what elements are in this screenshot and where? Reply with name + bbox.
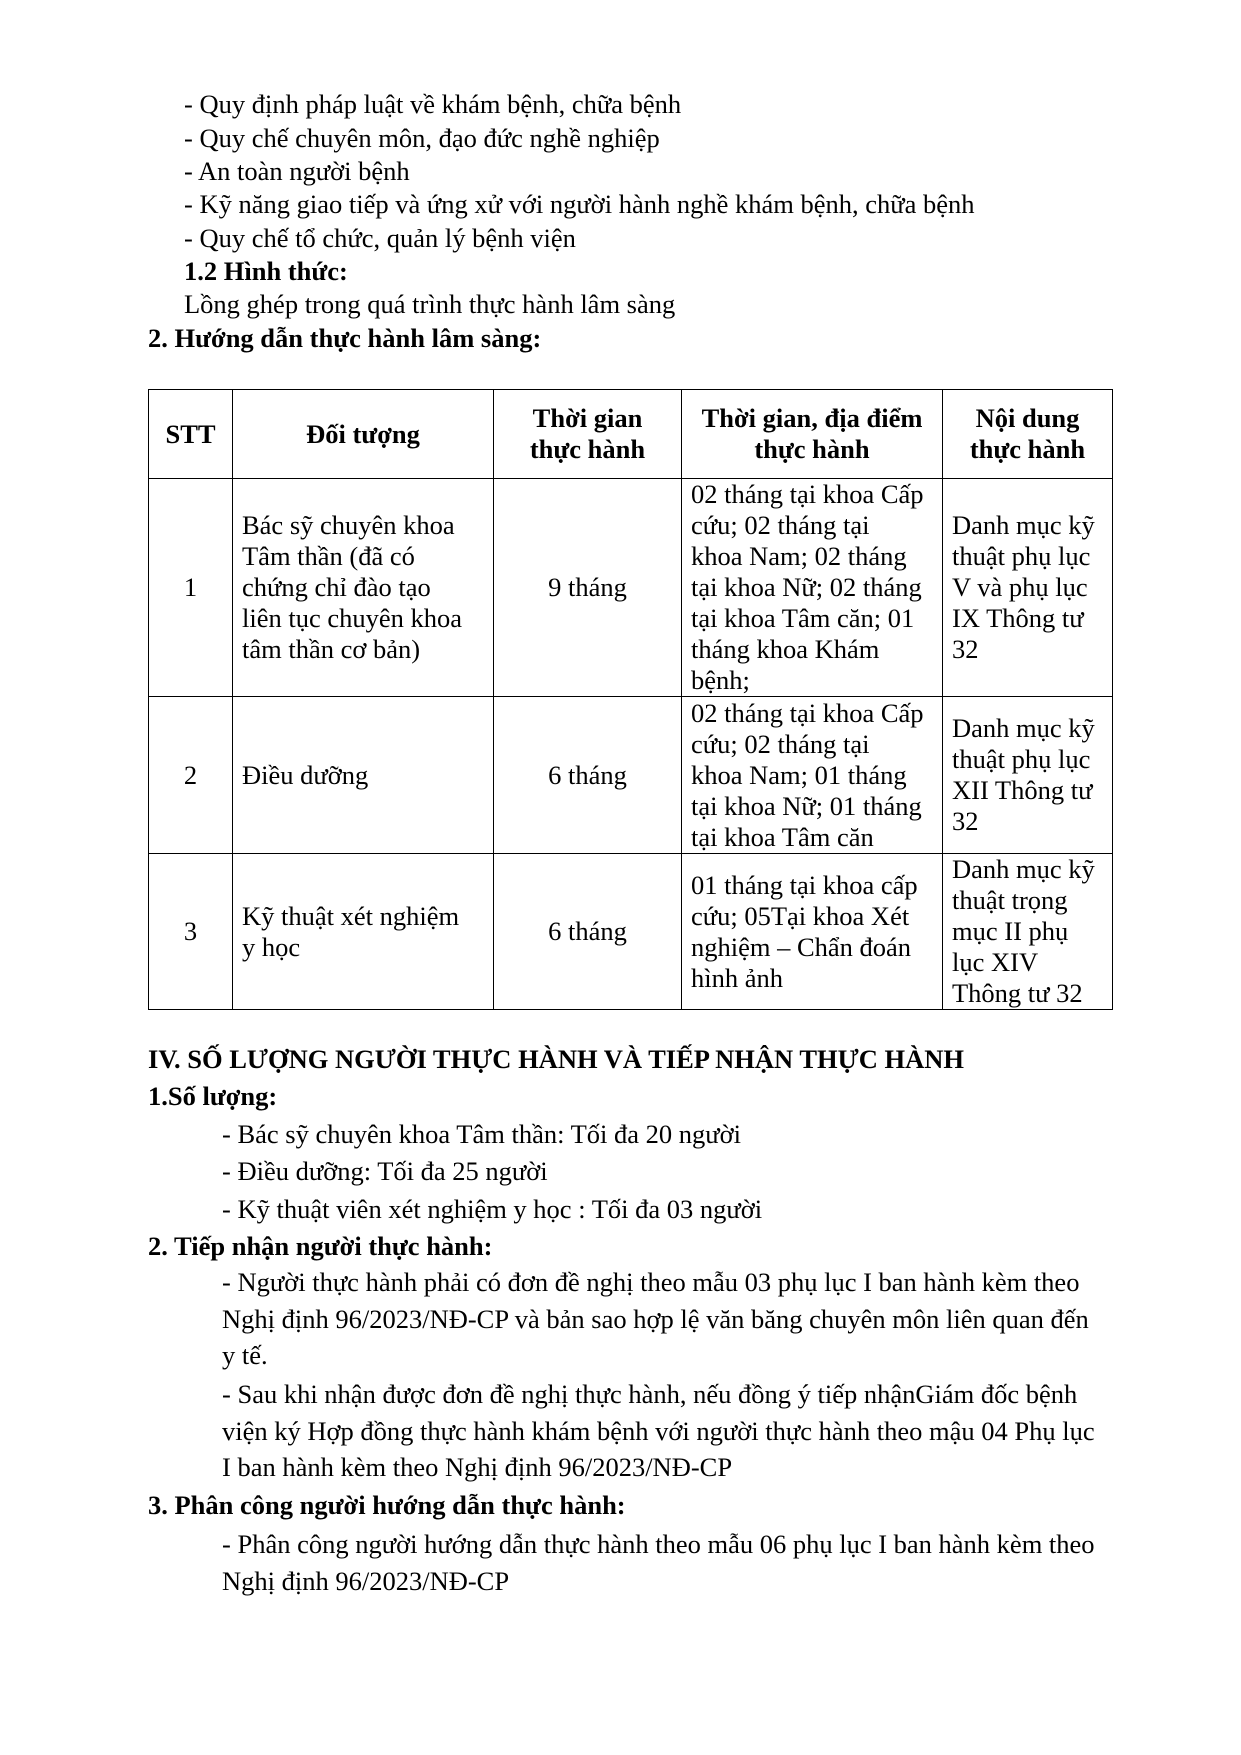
list-item: - Kỹ thuật viên xét nghiệm y học : Tối đa 03 người [222, 1194, 763, 1224]
section-2-heading: 2. Hướng dẫn thực hành lâm sàng: [148, 323, 542, 353]
list-item: - An toàn người bệnh [184, 156, 410, 186]
header-duration: Thời gian thực hành [494, 390, 682, 479]
list-item: - Quy chế chuyên môn, đạo đức nghề nghiệp [184, 123, 660, 153]
section-iv-1-heading: 1.Số lượng: [148, 1081, 278, 1111]
paragraph [148, 1264, 1108, 1374]
paragraph-text: - Người thực hành phải có đơn đề nghị theo mẫu 03 phụ lục I ban hành kèm theo Nghị định 96/2023/NĐ-CP và bản sao hợp lệ văn băng chuyên môn liên quan đến y tế. [222, 1267, 1089, 1370]
list-item: - Kỹ năng giao tiếp và ứng xử với người hành nghề khám bệnh, chữa bệnh [184, 189, 975, 219]
header-content: Nội dung thực hành [943, 390, 1113, 479]
table-row [149, 697, 1113, 854]
cell-stt: 3 [149, 854, 233, 1010]
section-iv-heading: IV. SỐ LƯỢNG NGƯỜI THỰC HÀNH VÀ TIẾP NHẬN THỰC HÀNH [148, 1044, 964, 1074]
header-stt: STT [149, 390, 233, 479]
section-1-2-heading: 1.2 Hình thức: [184, 256, 348, 286]
cell-content: Danh mục kỹ thuật trọng mục II phụ lục XIV Thông tư 32 [943, 854, 1113, 1010]
list-item: - Quy định pháp luật về khám bệnh, chữa bệnh [184, 89, 682, 119]
cell-stt: 2 [149, 697, 233, 854]
section-iv-3-heading: 3. Phân công người hướng dẫn thực hành: [148, 1490, 626, 1520]
header-place: Thời gian, địa điểm thực hành [682, 390, 943, 479]
cell-stt: 1 [149, 479, 233, 697]
cell-content: Danh mục kỹ thuật phụ lục V và phụ lục IX Thông tư 32 [943, 479, 1113, 697]
cell-duration: 6 tháng [494, 697, 682, 854]
table-row [149, 854, 1113, 1010]
cell-duration: 6 tháng [494, 854, 682, 1010]
table-row [149, 479, 1113, 697]
list-item: - Bác sỹ chuyên khoa Tâm thần: Tối đa 20 người [222, 1119, 742, 1149]
cell-subject: Bác sỹ chuyên khoa Tâm thần (đã có chứng chỉ đào tạo liên tục chuyên khoa tâm thần cơ bản) [233, 479, 494, 697]
practice-table [148, 389, 1113, 1010]
cell-place: 02 tháng tại khoa Cấp cứu; 02 tháng tại khoa Nam; 02 tháng tại khoa Nữ; 02 tháng tại khoa Tâm căn; 01 tháng khoa Khám bệnh; [682, 479, 943, 697]
section-iv-2-heading: 2. Tiếp nhận người thực hành: [148, 1231, 493, 1261]
paragraph [148, 1376, 1108, 1486]
cell-duration: 9 tháng [494, 479, 682, 697]
table-header-row [149, 390, 1113, 479]
list-item: - Điều dưỡng: Tối đa 25 người [222, 1156, 548, 1186]
cell-subject: Kỹ thuật xét nghiệm y học [233, 854, 494, 1010]
paragraph [148, 1526, 1108, 1599]
header-subject: Đối tượng [233, 390, 494, 479]
cell-content: Danh mục kỹ thuật phụ lục XII Thông tư 32 [943, 697, 1113, 854]
paragraph-text: - Phân công người hướng dẫn thực hành theo mẫu 06 phụ lục I ban hành kèm theo Nghị định 96/2023/NĐ-CP [222, 1529, 1095, 1596]
list-item: - Quy chế tổ chức, quản lý bệnh viện [184, 223, 576, 253]
cell-place: 01 tháng tại khoa cấp cứu; 05Tại khoa Xét nghiệm – Chẩn đoán hình ảnh [682, 854, 943, 1010]
cell-place: 02 tháng tại khoa Cấp cứu; 02 tháng tại khoa Nam; 01 tháng tại khoa Nữ; 01 tháng tại khoa Tâm căn [682, 697, 943, 854]
paragraph-text: - Sau khi nhận được đơn đề nghị thực hành, nếu đồng ý tiếp nhậnGiám đốc bệnh viện ký Hợp đồng thực hành khám bệnh với người thực hành theo mậu 04 Phụ lục I ban hành kèm theo Nghị định 96/2023/NĐ-CP [222, 1379, 1095, 1482]
section-1-2-text: Lồng ghép trong quá trình thực hành lâm sàng [184, 289, 676, 319]
cell-subject: Điều dưỡng [233, 697, 494, 854]
